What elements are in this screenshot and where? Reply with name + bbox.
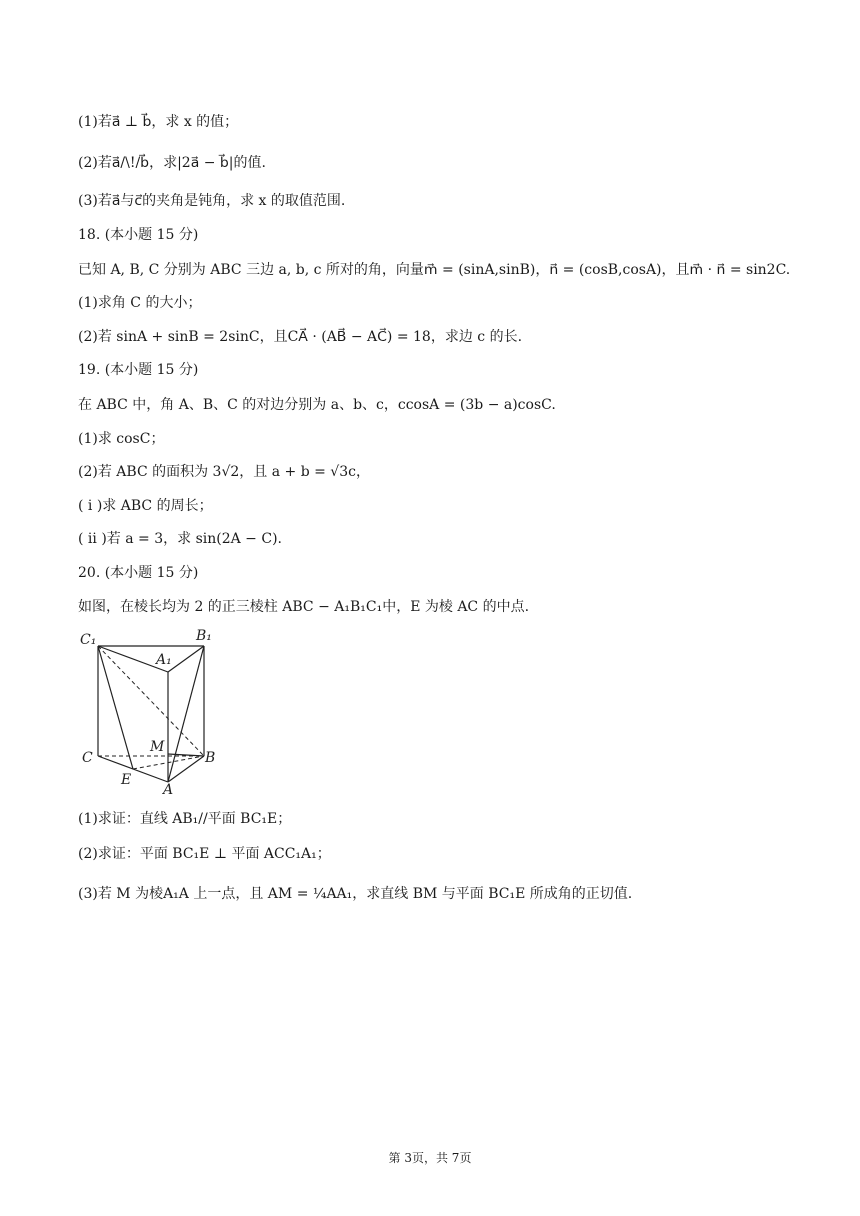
q18-part1: (1)求角 C 的大小；	[78, 295, 202, 311]
page-footer: 第 3页，共 7页	[388, 1151, 472, 1165]
q20-stem: 如图，在棱长均为 2 的正三棱柱 ABC − A₁B₁C₁中，E 为棱 AC 的中点.	[78, 599, 530, 615]
q17-part1: (1)若a⃗ ⊥ b⃗，求 x 的值；	[78, 114, 239, 130]
q17-part2: (2)若a⃗/\!/b⃗，求|2a⃗ − b⃗|的值.	[78, 155, 266, 171]
q18-part2: (2)若 sinA + sinB = 2sinC，且CA⃗ · (AB⃗ − AC⃗) = 18，求边 c 的长.	[78, 329, 523, 345]
q20-part3: (3)若 M 为棱A₁A 上一点，且 AM = ¼AA₁，求直线 BM 与平面 BC₁E 所成角的正切值.	[78, 886, 633, 902]
label-a1: A₁	[156, 652, 172, 668]
label-e: E	[121, 772, 132, 788]
label-c1: C₁	[80, 632, 97, 648]
label-c: C	[82, 750, 93, 766]
label-b: B	[205, 750, 216, 766]
q19-part1: (1)求 cosC；	[78, 431, 165, 447]
q18-header: 18. (本小题 15 分)	[78, 227, 199, 243]
q19-stem: 在 ABC 中，角 A、B、C 的对边分别为 a、b、c，ccosA = (3b − a)cosC.	[78, 397, 556, 413]
q19-part2: (2)若 ABC 的面积为 3√2，且 a + b = √3c，	[78, 464, 370, 480]
edge-b1-a	[168, 646, 204, 782]
q20-part1: (1)求证：直线 AB₁//平面 BC₁E；	[78, 811, 292, 827]
q19-part2-i: ( ⅰ )求 ABC 的周长；	[78, 498, 213, 514]
q19-part2-ii: ( ⅱ )若 a = 3，求 sin(2A − C).	[78, 531, 282, 547]
q20-header: 20. (本小题 15 分)	[78, 565, 199, 581]
edge-c1-e	[98, 646, 133, 769]
label-b1: B₁	[196, 628, 212, 644]
prism-figure	[78, 627, 228, 795]
q19-header: 19. (本小题 15 分)	[78, 362, 199, 378]
label-a: A	[163, 782, 174, 795]
label-m: M	[150, 739, 165, 755]
q17-part3: (3)若a⃗与c⃗的夹角是钝角，求 x 的取值范围.	[78, 193, 346, 209]
q20-part2: (2)求证：平面 BC₁E ⊥ 平面 ACC₁A₁；	[78, 846, 331, 862]
prism-diagram	[78, 627, 228, 795]
q18-stem: 已知 A, B, C 分别为 ABC 三边 a, b, c 所对的角，向量m⃗ = (sinA,sinB)，n⃗ = (cosB,cosA)，且m⃗ · n⃗ = sin2C.	[78, 262, 791, 278]
